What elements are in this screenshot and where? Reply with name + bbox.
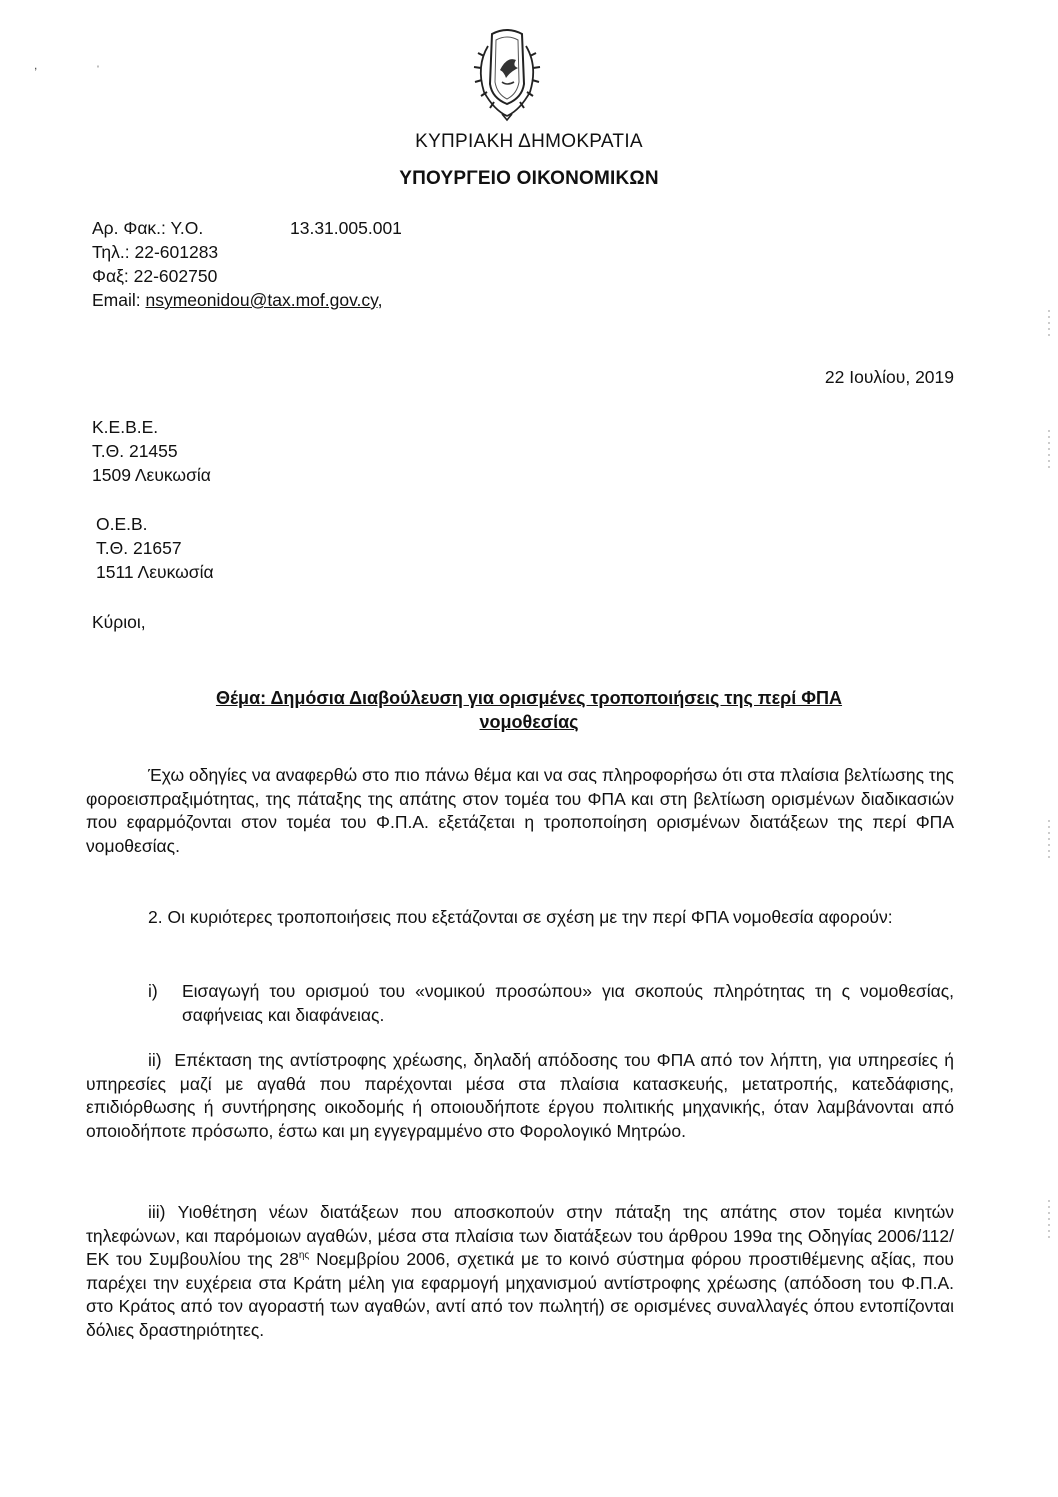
scan-edge-marks bbox=[1046, 300, 1052, 1300]
subject-heading bbox=[104, 686, 954, 734]
reference-block bbox=[92, 216, 402, 312]
list-marker: ii) bbox=[148, 1050, 162, 1070]
scan-speck: ˌ bbox=[96, 54, 100, 68]
list-item bbox=[86, 1049, 954, 1143]
recipient-address bbox=[92, 415, 211, 487]
file-number: 13.31.005.001 bbox=[290, 218, 402, 238]
recipient-city: 1511 Λευκωσία bbox=[96, 562, 214, 582]
email-link[interactable]: nsymeonidou@tax.mof.gov.cy bbox=[145, 290, 378, 310]
ministry-name: ΥΠΟΥΡΓΕΙΟ ΟΙΚΟΝΟΜΙΚΩΝ bbox=[399, 168, 659, 189]
list-marker: i) bbox=[148, 981, 158, 1001]
list-item-text: Εισαγωγή του ορισμού του «νομικού προσώπου» για σκοπούς πληρότητας τη ς νομοθεσίας, σαφήνειας και διαφάνειας. bbox=[182, 981, 954, 1025]
list-item bbox=[86, 1201, 954, 1343]
fax-number: Φαξ: 22-602750 bbox=[92, 266, 218, 286]
phone-number: Τηλ.: 22-601283 bbox=[92, 242, 219, 262]
body-paragraph: 2. Οι κυριότερες τροποποιήσεις που εξετάζονται σε σχέση με την περί ΦΠΑ νομοθεσία αφορούν: bbox=[148, 907, 893, 927]
file-reference bbox=[92, 216, 402, 240]
email-suffix: , bbox=[377, 290, 383, 310]
ordinal-superscript: ης bbox=[298, 1250, 310, 1262]
email-line bbox=[92, 288, 382, 312]
recipient-address bbox=[96, 512, 214, 584]
list-marker: iii) bbox=[148, 1202, 166, 1222]
recipient-po-box: Τ.Θ. 21455 bbox=[92, 441, 178, 461]
body-paragraph: Έχω οδηγίες να αναφερθώ στο πιο πάνω θέμα και να σας πληροφορήσω ότι στα πλαίσια βελτίωσης της φοροεισπραξιμότητας, της πάταξης της απάτης στον τομέα του ΦΠΑ και στη βελτίωση ορισμένων διαδικασιών που εφαρμόζονται στον τομέα του Φ.Π.Α. εξετάζεται η τροποποίηση ορισμένων διατάξεων της περί ΦΠΑ νομοθεσίας. bbox=[86, 765, 954, 856]
recipient-po-box: Τ.Θ. 21657 bbox=[96, 538, 182, 558]
recipient-city: 1509 Λευκωσία bbox=[92, 465, 211, 485]
letter-date: 22 Ιουλίου, 2019 bbox=[824, 367, 954, 387]
cyprus-coat-of-arms-icon bbox=[462, 26, 552, 122]
list-item bbox=[148, 980, 954, 1027]
organization-name: ΚΥΠΡΙΑΚΗ ΔΗΜΟΚΡΑΤΙΑ bbox=[415, 131, 643, 152]
list-item-text: Υιοθέτηση νέων διατάξεων που αποσκοπούν στην πάταξη της απάτης στον τομέα κινητών τηλεφώνων, και παρόμοιων αγαθών, μέσα στα πλαίσια των διατάξεων του άρθρου 199α της Οδηγίας 2006/112/ΕΚ του Συμβουλίου της 28 bbox=[86, 1202, 954, 1270]
scan-speck: , bbox=[34, 58, 38, 72]
email-label: Email: bbox=[92, 290, 141, 310]
list-item-text: Νοεμβρίου 2006, σχετικά με το κοινό σύστημα φόρου προστιθέμενης αξίας, που παρέχει την ευχέρεια στα Κράτη μέλη για εφαρμογή μηχανισμού αντίστροφης χρέωσης (απόδοση του Φ.Π.Α. στο Κράτος από τον αγοραστή των αγαθών, αντί από τον πωλητή) σε ορισμένες συναλλαγές όπου εντοπίζονται δόλιες δραστηριότητες. bbox=[86, 1249, 955, 1340]
salutation: Κύριοι, bbox=[92, 612, 146, 632]
recipient-name: Ο.Ε.Β. bbox=[96, 514, 148, 534]
subject-line: νομοθεσίας bbox=[479, 712, 579, 732]
list-item-text: Επέκταση της αντίστροφης χρέωσης, δηλαδή απόδοσης του ΦΠΑ από τον λήπτη, για υπηρεσίες ή υπηρεσίες μαζί με αγαθά που παρέχονται μέσα στα πλαίσια κατασκευής, μετατροπής, κατεδάφισης, επιδιόρθωσης ή συντήρησης οικοδομής ή οποιουδήποτε έργου πολιτικής μηχανικής, όταν λαμβάνονται από οποιοδήποτε πρόσωπο, έστω και μη εγγεγραμμένο στο Φορολογικό Μητρώο. bbox=[86, 1050, 954, 1141]
subject-line: Θέμα: Δημόσια Διαβούλευση για ορισμένες τροποποιήσεις της περί ΦΠΑ bbox=[215, 688, 843, 708]
file-label: Αρ. Φακ.: Υ.Ο. bbox=[92, 218, 204, 238]
recipient-name: Κ.Ε.Β.Ε. bbox=[92, 417, 159, 437]
